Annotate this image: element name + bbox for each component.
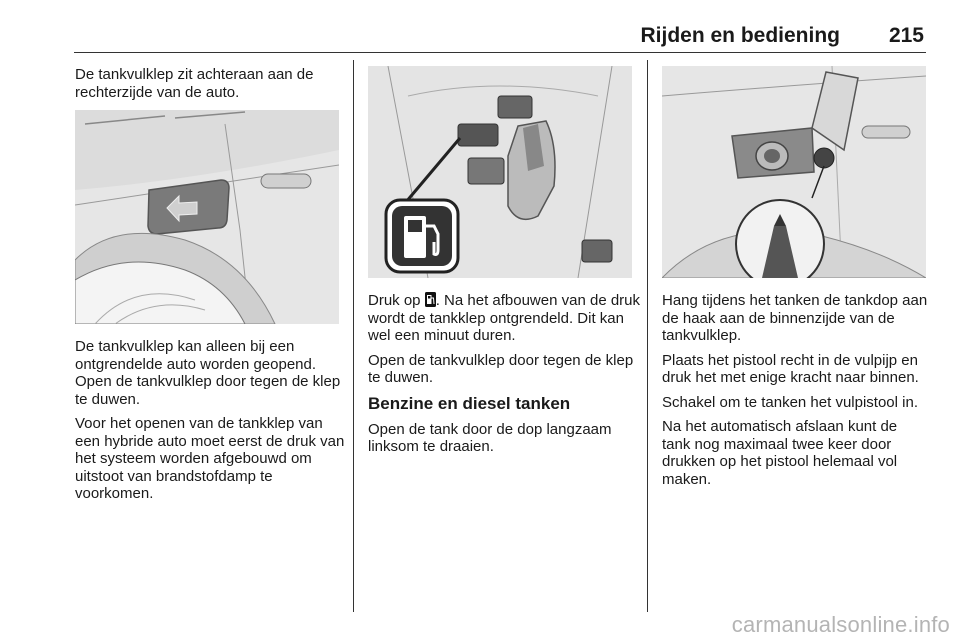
page-number: 215 <box>888 24 924 47</box>
fuel-flap-closed-illustration <box>75 110 339 324</box>
fuel-cap-hook-illustration <box>662 66 926 278</box>
header-rule <box>74 52 926 53</box>
column-1-body <box>75 338 345 510</box>
paragraph-unlocked-open: De tankvulklep kan alleen bij een ontgrendelde auto worden geopend. Open de tankvulklep door tegen de klep te duwen. <box>75 338 341 408</box>
paragraph-open-flap: Open de tankvulklep door tegen de klep te duwen. <box>368 351 634 386</box>
paragraph-insert-nozzle: Plaats het pistool recht in de vulpijp en druk het met enige kracht naar binnen. <box>662 351 919 386</box>
column-divider-2 <box>647 60 648 612</box>
heading-refuel: Benzine en diesel tanken <box>368 393 571 413</box>
column-1 <box>75 66 345 108</box>
console-fuel-button-illustration <box>368 66 632 278</box>
column-2-body <box>368 292 640 463</box>
press-text-after: . Na het afbouwen van de druk wordt de tankklep ontgrendeld. Dit kan wel een minuut duren. <box>368 292 641 344</box>
paragraph-hang-cap: Hang tijdens het tanken de tankdop aan de haak aan de binnenzijde van de tankvulklep. <box>662 292 928 344</box>
column-divider-1 <box>353 60 354 612</box>
intro-paragraph: De tankvulklep zit achteraan aan de rechterzijde van de auto. <box>75 66 314 101</box>
watermark: carmanualsonline.info <box>731 612 950 637</box>
column-3-body <box>662 292 928 495</box>
paragraph-turn-cap: Open de tank door de dop langzaam linksom te draaien. <box>368 420 612 455</box>
paragraph-top-up: Na het automatisch afslaan kunt de tank nog maximaal twee keer door drukken op het pistool helemaal vol maken. <box>662 418 898 488</box>
section-title: Rijden en bediening <box>640 24 840 47</box>
paragraph-activate-nozzle: Schakel om te tanken het vulpistool in. <box>662 393 918 411</box>
press-text-before: Druk op <box>368 292 425 309</box>
fuel-pump-icon <box>425 292 436 307</box>
paragraph-hybrid-pressure: Voor het openen van de tankklep van een hybride auto moet eerst de druk van het systeem worden afgebouwd om uitstoot van brandstofdamp te voorkomen. <box>75 415 345 502</box>
paragraph-press-fuel-button <box>368 292 640 345</box>
